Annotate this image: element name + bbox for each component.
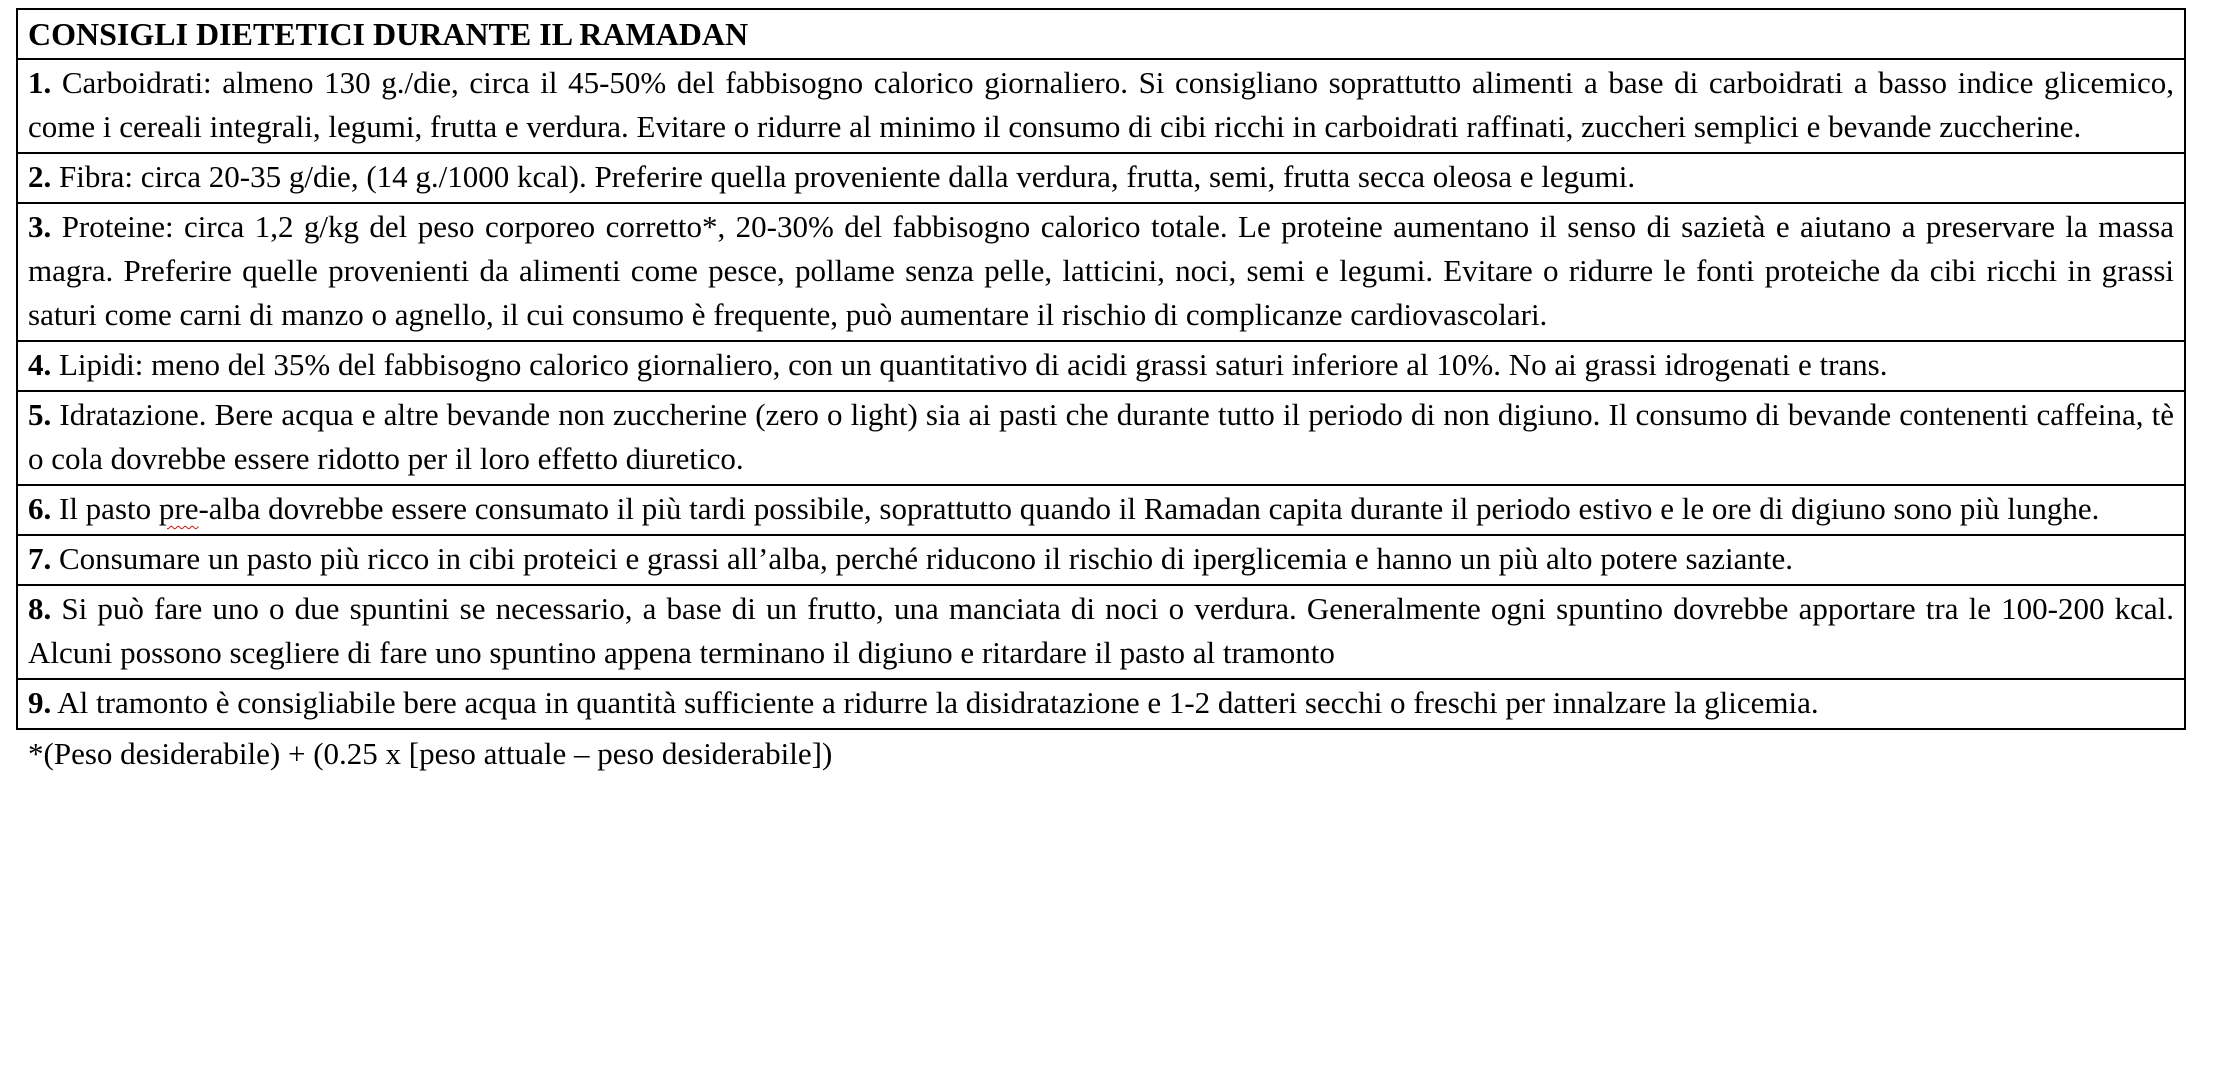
item-number: 3. xyxy=(28,209,52,244)
item-number: 9. xyxy=(28,685,52,720)
advice-table xyxy=(16,8,2186,730)
advice-cell-1 xyxy=(17,59,2185,153)
table-row-3 xyxy=(17,203,2185,341)
item-text: Consumare un pasto più ricco in cibi proteici e grassi all’alba, perché riducono il rischio di iperglicemia e hanno un più alto potere saziante. xyxy=(59,541,1794,576)
advice-cell-3 xyxy=(17,203,2185,341)
item-number: 4. xyxy=(28,347,52,382)
footnote: *(Peso desiderabile) + (0.25 x [peso attuale – peso desiderabile]) xyxy=(28,736,833,771)
table-row-9 xyxy=(17,679,2185,729)
advice-cell-4 xyxy=(17,341,2185,391)
advice-cell-5 xyxy=(17,391,2185,485)
table-row-5 xyxy=(17,391,2185,485)
table-row-2 xyxy=(17,153,2185,203)
item-text: Si può fare uno o due spuntini se necessario, a base di un frutto, una manciata di noci o verdura. Generalmente ogni spuntino dovrebbe apportare tra le 100-200 kcal. Alcuni possono scegliere di fare uno spuntino appena terminano il digiuno e ritardare il pasto al tramonto xyxy=(28,591,2174,670)
item-text: Lipidi: meno del 35% del fabbisogno calorico giornaliero, con un quantitativo di acidi grassi saturi inferiore al 10%. No ai grassi idrogenati e trans. xyxy=(59,347,1888,382)
advice-cell-2 xyxy=(17,153,2185,203)
item-text: Al tramonto è consigliabile bere acqua in quantità sufficiente a ridurre la disidratazione e 1-2 datteri secchi o freschi per innalzare la glicemia. xyxy=(57,685,1819,720)
item-text: Carboidrati: almeno 130 g./die, circa il 45-50% del fabbisogno calorico giornaliero. Si consigliano soprattutto alimenti a base di carboidrati a basso indice glicemico, come i cereali integrali, legumi, frutta e verdura. Evitare o ridurre al minimo il consumo di cibi ricchi in carboidrati raffinati, zuccheri semplici e bevande zuccherine. xyxy=(28,65,2174,144)
table-row-8 xyxy=(17,585,2185,679)
advice-cell-8 xyxy=(17,585,2185,679)
table-row-6 xyxy=(17,485,2185,535)
item-number: 7. xyxy=(28,541,52,576)
item-text: Proteine: circa 1,2 g/kg del peso corporeo corretto*, 20-30% del fabbisogno calorico totale. Le proteine aumentano il senso di sazietà e aiutano a preservare la massa magra. Preferire quelle provenienti da alimenti come pesce, pollame senza pelle, latticini, noci, semi e legumi. Evitare o ridurre le fonti proteiche da cibi ricchi in grassi saturi come carni di manzo o agnello, il cui consumo è frequente, può aumentare il rischio di complicanze cardiovascolari. xyxy=(28,209,2174,332)
item-text: Idratazione. Bere acqua e altre bevande non zuccherine (zero o light) sia ai pasti che durante tutto il periodo di non digiuno. Il consumo di bevande contenenti caffeina, tè o cola dovrebbe essere ridotto per il loro effetto diuretico. xyxy=(28,397,2175,476)
item-text-after: -alba dovrebbe essere consumato il più tardi possibile, soprattutto quando il Ramadan capita durante il periodo estivo e le ore di digiuno sono più lunghe. xyxy=(198,491,2100,526)
item-text: Fibra: circa 20-35 g/die, (14 g./1000 kcal). Preferire quella proveniente dalla verdura, frutta, semi, frutta secca oleosa e legumi. xyxy=(59,159,1636,194)
item-text-before: Il pasto xyxy=(59,491,159,526)
table-row-1 xyxy=(17,59,2185,153)
dietary-advice-document xyxy=(16,8,2186,776)
advice-cell-6 xyxy=(17,485,2185,535)
table-row-7 xyxy=(17,535,2185,585)
item-number: 1. xyxy=(28,65,52,100)
advice-cell-7 xyxy=(17,535,2185,585)
item-number: 6. xyxy=(28,491,52,526)
advice-cell-9 xyxy=(17,679,2185,729)
table-row-4 xyxy=(17,341,2185,391)
item-number: 5. xyxy=(28,397,52,432)
spellcheck-marked-word: pre xyxy=(158,491,199,526)
item-number: 8. xyxy=(28,591,52,626)
title-row xyxy=(17,9,2185,59)
table-title: CONSIGLI DIETETICI DURANTE IL RAMADAN xyxy=(17,9,2185,59)
item-number: 2. xyxy=(28,159,52,194)
